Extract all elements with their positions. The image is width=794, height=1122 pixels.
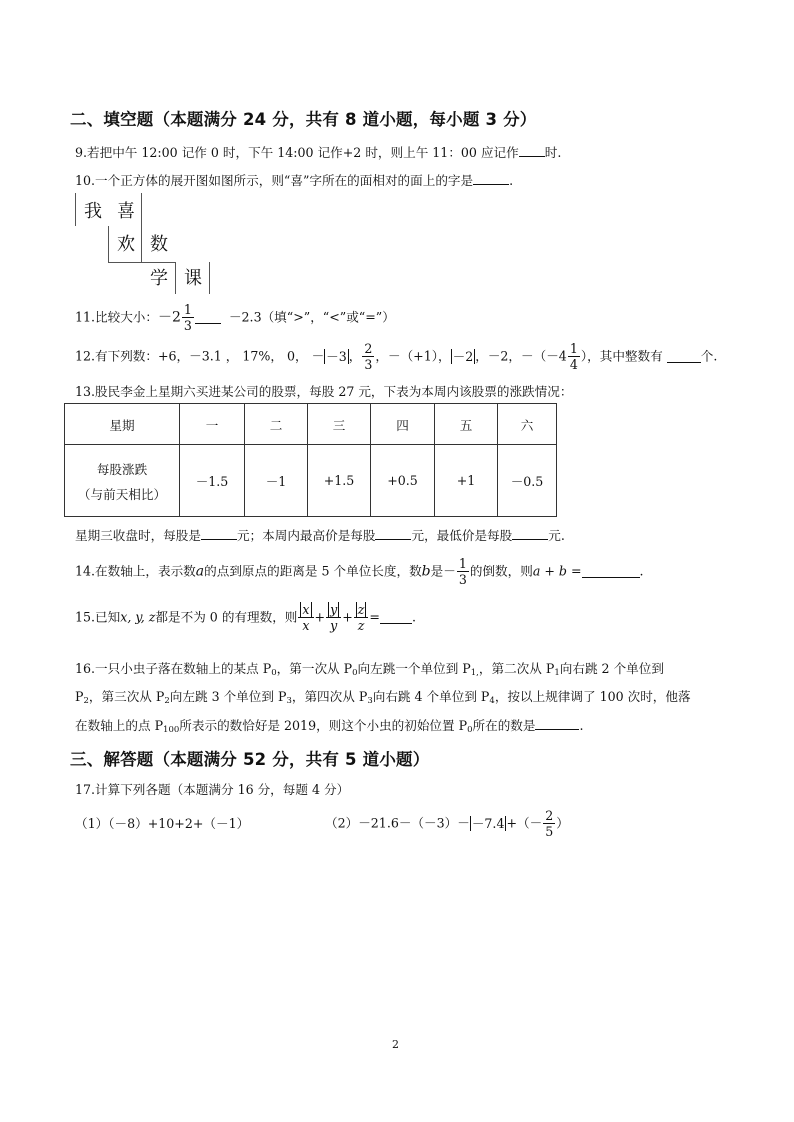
q16-text: ，第一次从 P <box>276 661 353 676</box>
table-header-cell: 星期 <box>65 404 180 445</box>
q9-text: 9.若把中午 12:00 记作 0 时，下午 14:00 记作+2 时，则上午 11：00 应记作 <box>75 145 519 160</box>
net-cell: 欢 <box>117 234 135 255</box>
q16-text: . <box>579 718 584 733</box>
table-header-cell: 五 <box>435 404 498 445</box>
q12-sep: ， <box>348 348 362 364</box>
question-17-title: 17.计算下列各题（本题满分 16 分，每题 4 分） <box>75 782 350 797</box>
q14-expression: a + b = <box>532 563 582 579</box>
q11-answer-blank <box>195 311 221 324</box>
table-cell: +1.5 <box>308 445 371 517</box>
table-cell: +1 <box>435 445 498 517</box>
subscript-1: 1, <box>470 668 479 678</box>
section-3-title: 三、解答题（本题满分 52 分，共有 5 道小题） <box>70 750 430 769</box>
q15-eq: = <box>369 609 380 625</box>
net-cell: 数 <box>150 234 168 255</box>
q16-text: 所表示的数恰好是 2019，则这个小虫的初始位置 P <box>179 718 468 733</box>
subscript-2: 2 <box>83 696 89 706</box>
q15-den-z: z <box>357 618 365 633</box>
q11-fraction <box>182 302 194 333</box>
q15-text-b: 都是不为 0 的有理数，则 <box>155 609 298 625</box>
question-17-part-2 <box>325 808 569 839</box>
question-13-intro: 13.股民李金上星期六买进某公司的股票，每股 27 元，下表为本周内该股票的涨跌情况： <box>75 384 573 399</box>
stock-change-table <box>64 403 557 517</box>
q12-mid-2: ，－2，－（－4 <box>475 348 567 364</box>
net-cell: 课 <box>184 268 202 289</box>
q17-p2-text-b: +（－ <box>506 815 543 831</box>
q14-text-c: 是－ <box>430 563 456 579</box>
question-10 <box>75 172 513 189</box>
subscript-2: 2 <box>164 696 170 706</box>
net-cell: 我 <box>84 201 102 222</box>
net-cell: 喜 <box>117 201 135 222</box>
q15-frac-x <box>298 602 313 633</box>
q15-den-y: y <box>330 618 338 633</box>
table-header-cell: 六 <box>498 404 557 445</box>
q12-frac-den: 3 <box>364 357 373 372</box>
q14-frac-den: 3 <box>458 572 467 587</box>
q15-vars: x, y, z <box>120 609 156 625</box>
q15-abs-y-var: y <box>330 602 338 617</box>
q12-answer-blank <box>667 350 701 363</box>
q13-text-a: 星期三收盘时，每股是 <box>75 528 201 543</box>
q14-var-a: a <box>195 563 205 580</box>
q12-suffix: ），其中整数有 <box>580 348 663 364</box>
section-2-title: 二、填空题（本题满分 24 分，共有 8 道小题，每小题 3 分） <box>70 110 537 129</box>
subscript-3: 3 <box>286 696 292 706</box>
q12-suffix-end: 个. <box>700 348 718 364</box>
q11-frac-num: 1 <box>183 302 192 317</box>
q15-abs-z <box>354 602 369 618</box>
q15-frac-z <box>354 602 369 633</box>
q15-plus-2: + <box>342 609 353 625</box>
subscript-0: 0 <box>467 725 473 735</box>
q12-mixed-den: 4 <box>569 357 578 372</box>
q14-var-b: b <box>421 563 431 580</box>
subscript-4: 4 <box>489 696 495 706</box>
q17-p2-den: 5 <box>545 824 554 839</box>
q16-text: 向左跳 3 个单位到 P <box>169 689 287 704</box>
row-label-line-1: 每股涨跌 <box>96 461 148 477</box>
q16-text: 向左跳一个单位到 P <box>357 661 471 676</box>
table-cell: －1 <box>245 445 308 517</box>
question-15 <box>75 602 416 633</box>
q11-prefix: 11.比较大小： <box>75 309 158 325</box>
q12-frac-num: 2 <box>364 341 373 356</box>
q16-text: P <box>75 689 84 704</box>
q17-p2-fraction <box>543 808 555 839</box>
q16-text: ，按以上规律调了 100 次时，他落 <box>494 689 691 704</box>
q11-frac-den: 3 <box>183 318 192 333</box>
table-header-cell: 一 <box>180 404 245 445</box>
table-header-row <box>65 404 557 445</box>
question-16-line-2 <box>75 689 691 709</box>
q15-text-a: 15.已知 <box>75 609 121 625</box>
q9-answer-blank <box>519 144 545 157</box>
q15-plus: + <box>314 609 326 625</box>
q10-answer-blank <box>473 172 509 185</box>
q16-text: 所在的数是 <box>472 718 536 733</box>
q13-blank-2 <box>375 527 411 540</box>
q14-text-d: 的倒数，则 <box>469 563 533 579</box>
table-header-cell: 二 <box>245 404 308 445</box>
q11-after: －2.3（填“>”，“<”或“=”） <box>228 309 395 325</box>
q15-answer-blank <box>380 611 412 624</box>
table-row <box>65 445 557 517</box>
q15-text-c: . <box>411 609 416 625</box>
q12-mid: ，－（+1）， <box>375 348 451 364</box>
question-16-line-1 <box>75 661 664 681</box>
q12-mixed-num: 1 <box>569 341 578 356</box>
q14-frac-num: 1 <box>458 556 467 571</box>
row-label-line-2: （与前天相比） <box>77 486 167 502</box>
q15-abs-x-var: x <box>302 602 310 617</box>
table-cell: －0.5 <box>498 445 557 517</box>
subscript-100: 100 <box>163 725 180 735</box>
q16-text: ，第三次从 P <box>88 689 165 704</box>
q13-blank-1 <box>201 527 237 540</box>
subscript-3: 3 <box>367 696 373 706</box>
q15-abs-y <box>326 602 341 618</box>
subscript-0: 0 <box>352 668 358 678</box>
q16-answer-blank <box>535 717 579 730</box>
net-cell: 学 <box>150 268 168 289</box>
q14-fraction <box>457 556 469 587</box>
q14-answer-blank <box>582 565 640 578</box>
question-14 <box>75 556 644 587</box>
q15-den-x: x <box>302 618 310 633</box>
q10-text-end: . <box>509 173 514 188</box>
q9-text-end: 时. <box>544 145 562 160</box>
q15-abs-z-var: z <box>357 602 365 617</box>
question-11 <box>75 302 395 333</box>
q12-mixed-fraction <box>568 341 580 372</box>
q12-fraction <box>362 341 374 372</box>
subscript-0: 0 <box>271 668 277 678</box>
q10-text: 10.一个正方体的展开图如图所示，则“喜”字所在的面相对的面上的字是 <box>75 173 474 188</box>
q14-text-e: . <box>639 563 644 579</box>
q13-text-d: 元. <box>548 528 565 543</box>
q16-text: 向右跳 2 个单位到 <box>559 661 664 676</box>
q12-prefix: 12.有下列数：+6，－3.1 ， 17%， 0， － <box>75 348 325 364</box>
q16-text: ，第二次从 P <box>478 661 555 676</box>
table-row-label <box>65 445 180 517</box>
q16-text: 向右跳 4 个单位到 P <box>372 689 490 704</box>
q17-p2-abs: －7.4 <box>471 815 505 831</box>
question-12 <box>75 341 717 372</box>
question-9 <box>75 144 561 161</box>
q11-mixed-int: －2 <box>158 309 181 326</box>
question-17-part-1: （1）（－8）+10+2+（－1） <box>75 816 250 831</box>
question-13-questions <box>75 527 565 544</box>
q16-text: ，第四次从 P <box>291 689 368 704</box>
q15-abs-x <box>298 602 313 618</box>
table-header-cell: 四 <box>371 404 435 445</box>
q17-p2-num: 2 <box>545 808 554 823</box>
q12-abs-2: －2 <box>452 348 474 364</box>
q14-text-b: 的点到原点的距离是 5 个单位长度，数 <box>204 563 422 579</box>
subscript-1: 1 <box>554 668 560 678</box>
table-cell: +0.5 <box>371 445 435 517</box>
page-number: 2 <box>392 1038 399 1051</box>
q17-p2-text-a: （2）－21.6－（－3）－ <box>325 815 470 831</box>
q16-text: 在数轴上的点 P <box>75 718 164 733</box>
q14-text-a: 14.在数轴上，表示数 <box>75 563 196 579</box>
q13-text-c: 元，最低价是每股 <box>411 528 513 543</box>
table-cell: －1.5 <box>180 445 245 517</box>
table-header-cell: 三 <box>308 404 371 445</box>
q12-abs-3: －3 <box>326 348 347 364</box>
q15-frac-y <box>326 602 341 633</box>
q13-text-b: 元；本周内最高价是每股 <box>236 528 376 543</box>
question-16-line-3 <box>75 717 584 738</box>
q13-blank-3 <box>512 527 548 540</box>
q16-text: 16.一只小虫子落在数轴上的某点 P <box>75 661 272 676</box>
q17-p2-text-c: ） <box>556 815 569 831</box>
